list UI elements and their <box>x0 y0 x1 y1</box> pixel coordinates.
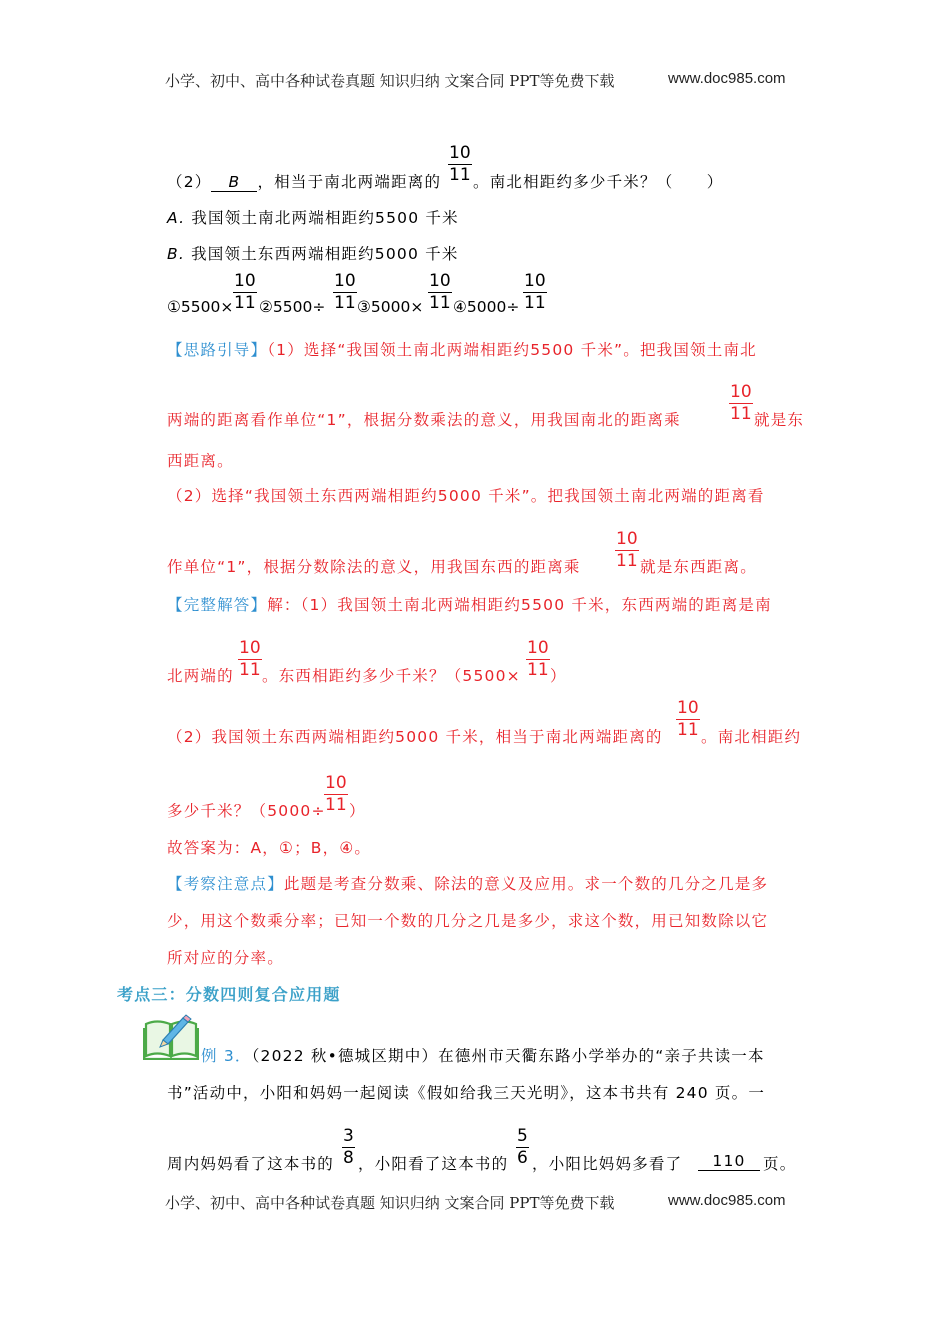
denominator: 11 <box>449 165 471 185</box>
question-2 <box>167 170 441 192</box>
example-line-1 <box>201 1044 765 1066</box>
example-line-3a: 周内妈妈看了这本书的 <box>167 1155 335 1173</box>
guide-label: 【思路引导】 <box>167 341 268 359</box>
guide-line-2b: 就是东 <box>754 411 805 429</box>
formula-4: ④5000÷ <box>453 298 520 316</box>
option-b-letter: B. <box>167 245 185 263</box>
guide-line-4: （2）选择“我国领土东西两端相距约5000 千米”。把我国领土南北两端的距离看 <box>167 487 765 505</box>
option-a <box>167 206 459 228</box>
question-text-2: 。南北相距约多少千米？（ ） <box>473 173 724 191</box>
answer-final: 故答案为：A，①；B，④。 <box>167 839 372 857</box>
note-label: 【考察注意点】 <box>167 875 284 893</box>
answer-fraction-3: 10 11 <box>677 698 699 740</box>
formula-4-fraction: 10 11 <box>524 271 546 313</box>
example-fraction-1: 3 8 <box>343 1126 354 1168</box>
answer-text: 解：（1）我国领土南北两端相距约5500 千米，东西两端的距离是南 <box>267 596 772 614</box>
answer-line-2c: ） <box>550 667 567 685</box>
example-fraction-2: 5 6 <box>517 1126 528 1168</box>
example-line-3b: ，小阳看了这本书的 <box>358 1155 509 1173</box>
fraction-q2 <box>448 145 472 184</box>
page-footer <box>165 1192 615 1213</box>
formula-1: ①5500× <box>167 298 234 316</box>
guide-line-1 <box>167 338 757 360</box>
guide-line-5: 作单位“1”，根据分数除法的意义，用我国东西的距离乘 <box>167 558 581 576</box>
note-line-3: 所对应的分率。 <box>167 949 284 967</box>
guide-line-2: 两端的距离看作单位“1”，根据分数乘法的意义，用我国南北的距离乘 <box>167 411 681 429</box>
answer-line-2b: 。东西相距约多少千米？（5500× <box>262 667 521 685</box>
answer-line-4b: ） <box>349 802 366 820</box>
example-text-1: （2022 秋•德城区期中）在德州市天衢东路小学举办的“亲子共读一本 <box>251 1047 765 1065</box>
formula-2-fraction: 10 11 <box>334 271 356 313</box>
book-pencil-icon <box>143 1012 199 1060</box>
question-number: （2） <box>167 173 212 191</box>
example-line-3d: 页。 <box>763 1155 797 1173</box>
guide-fraction-2: 10 11 <box>616 529 638 571</box>
footer-site[interactable]: www.doc985.com <box>668 1192 786 1209</box>
answer-line-2: 北两端的 <box>167 667 234 685</box>
formula-2: ②5500÷ <box>259 298 326 316</box>
example-label: 例 3． <box>201 1047 252 1065</box>
example-answer-blank <box>698 1152 760 1171</box>
formula-3-fraction: 10 11 <box>429 271 451 313</box>
guide-line-5b: 就是东西距离。 <box>640 558 757 576</box>
note-text: 此题是考查分数乘、除法的意义及应用。求一个数的几分之几是多 <box>283 875 769 893</box>
option-a-letter: A. <box>167 209 186 227</box>
answer-fraction-2: 10 11 <box>527 638 549 680</box>
option-a-text: 我国领土南北两端相距约5500 千米 <box>185 209 459 227</box>
header-site[interactable]: www.doc985.com <box>668 70 786 87</box>
answer-value: 110 <box>698 1152 760 1171</box>
footer-text: 小学、初中、高中各种试卷真题 知识归纳 文案合同 PPT等免费下载 <box>165 1194 615 1212</box>
answer-line-3b: 。南北相距约 <box>701 728 802 746</box>
answer-blank: B <box>211 173 257 192</box>
answer-line-4: 多少千米？（5000÷ <box>167 802 326 820</box>
answer-line-1 <box>167 593 772 615</box>
option-b-text: 我国领土东西两端相距约5000 千米 <box>184 245 459 263</box>
header-text: 小学、初中、高中各种试卷真题 知识归纳 文案合同 PPT等免费下载 <box>165 72 615 90</box>
example-line-3c: ，小阳比妈妈多看了 <box>532 1155 683 1173</box>
guide-fraction-1: 10 11 <box>730 382 752 424</box>
question-text-1: ，相当于南北两端距离的 <box>257 173 442 191</box>
answer-label: 【完整解答】 <box>167 596 268 614</box>
answer-line-3: （2）我国领土东西两端相距约5000 千米，相当于南北两端距离的 <box>167 728 663 746</box>
answer-fraction-1: 10 11 <box>239 638 261 680</box>
guide-line-3: 西距离。 <box>167 452 234 470</box>
numerator: 10 <box>449 143 471 163</box>
note-line-2: 少，用这个数乘分率；已知一个数的几分之几是多少，求这个数，用已知数除以它 <box>167 912 769 930</box>
formula-3: ③5000× <box>357 298 424 316</box>
answer-fraction-4: 10 11 <box>325 773 347 815</box>
example-line-2: 书”活动中，小阳和妈妈一起阅读《假如给我三天光明》，这本书共有 240 页。一 <box>167 1084 766 1102</box>
note-line-1 <box>167 872 768 894</box>
formula-1-fraction: 10 11 <box>234 271 256 313</box>
page-header <box>165 70 615 91</box>
section-title: 考点三：分数四则复合应用题 <box>117 985 341 1004</box>
guide-text: （1）选择“我国领土南北两端相距约5500 千米”。把我国领土南北 <box>267 341 757 359</box>
option-b <box>167 242 459 264</box>
